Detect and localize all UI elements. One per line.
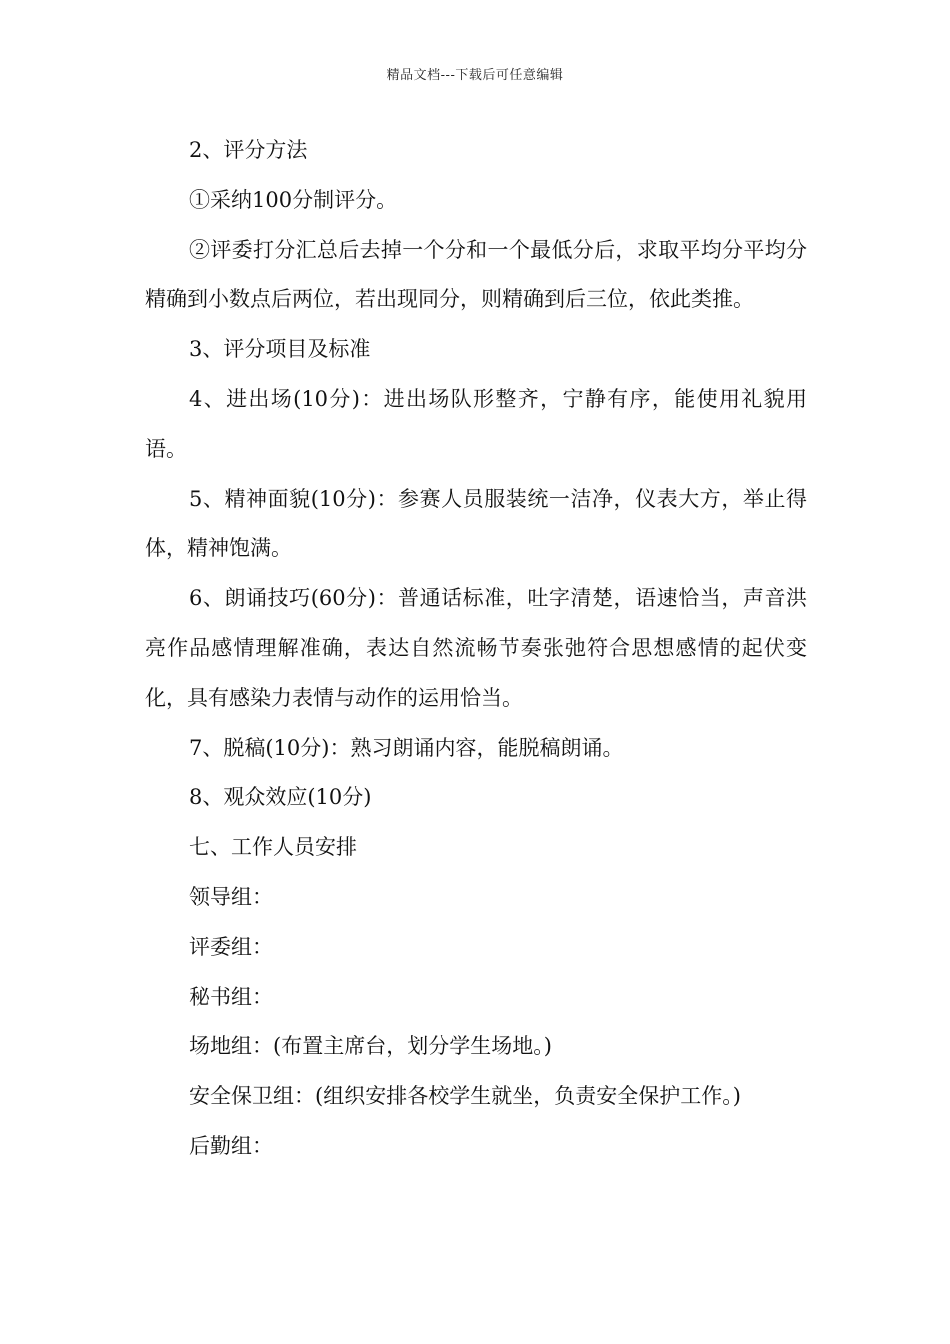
- paragraph-scoring-system: ①采纳100分制评分。: [189, 187, 398, 212]
- criterion-recitation-skill: 6、朗诵技巧(60分)：普通话标准，吐字清楚，语速恰当，声音洪亮作品感情理解准确，表达自然流畅节奏张弛符合思想感情的起伏变化，具有感染力表情与动作的运用恰当。: [145, 586, 807, 710]
- page-header: 精品文档---下载后可任意编辑: [386, 68, 564, 83]
- section-heading-staff: 七、工作人员安排: [189, 835, 357, 860]
- staff-logistics-group: 后勤组：: [189, 1133, 273, 1158]
- staff-secretariat-group: 秘书组：: [189, 984, 273, 1009]
- staff-venue-group: 场地组：(布置主席台，划分学生场地。): [189, 1034, 552, 1059]
- section-heading-scoring-method: 2、评分方法: [189, 138, 308, 162]
- criterion-audience-effect: 8、观众效应(10分): [189, 785, 372, 810]
- criterion-memorization: 7、脱稿(10分)：熟习朗诵内容，能脱稿朗诵。: [189, 735, 624, 760]
- paragraph-score-averaging: ②评委打分汇总后去掉一个分和一个最低分后，求取平均分平均分精确到小数点后两位，若出现同分，则精确到后三位，依此类推。: [145, 237, 807, 312]
- criterion-entrance-exit: 4、进出场(10分)：进出场队形整齐，宁静有序，能使用礼貌用语。: [145, 386, 807, 461]
- staff-leadership-group: 领导组：: [189, 884, 273, 909]
- document-body: [145, 126, 807, 1172]
- criterion-appearance: 5、精神面貌(10分)：参赛人员服装统一洁净，仪表大方，举止得体，精神饱满。: [145, 486, 807, 561]
- section-heading-scoring-criteria: 3、评分项目及标准: [189, 337, 371, 362]
- staff-security-group: 安全保卫组：(组织安排各校学生就坐，负责安全保护工作。): [189, 1084, 741, 1109]
- staff-judges-group: 评委组：: [189, 934, 273, 959]
